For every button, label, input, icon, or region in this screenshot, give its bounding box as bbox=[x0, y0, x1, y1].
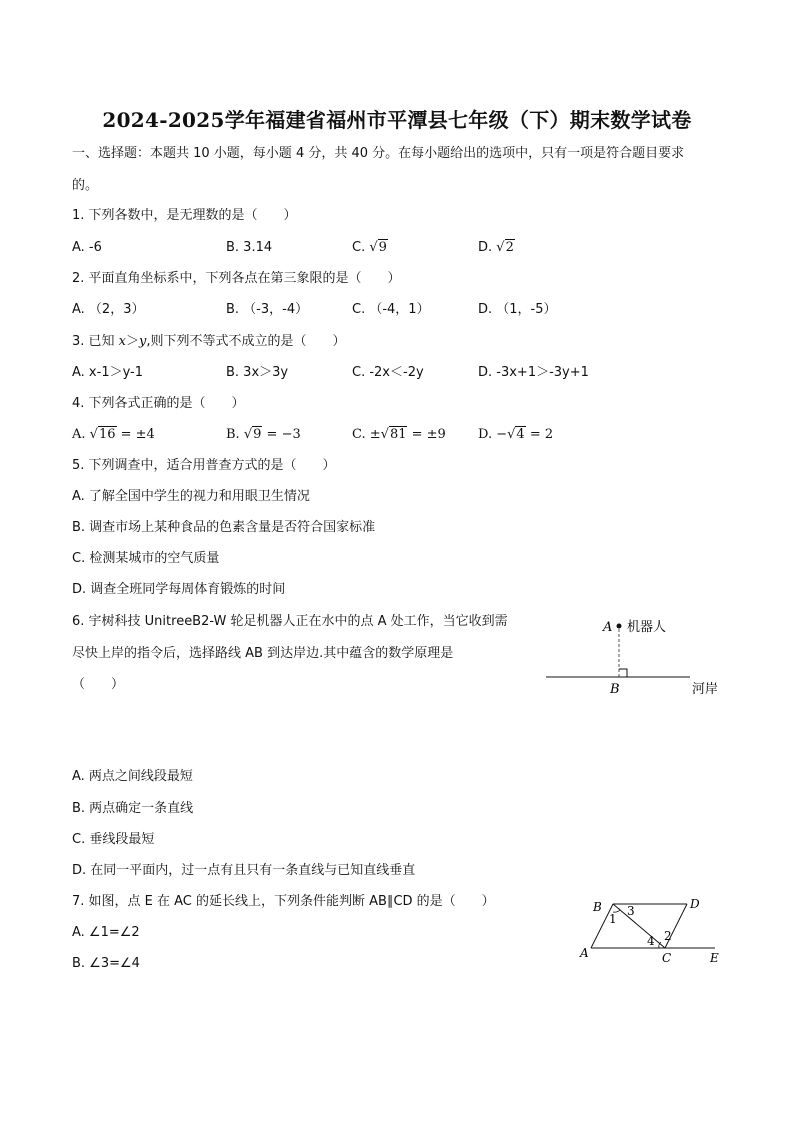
q1-option-a: A. -6 bbox=[72, 240, 102, 255]
label-robot: 机器人 bbox=[627, 620, 667, 635]
segment-bc bbox=[613, 904, 665, 948]
q6-figure bbox=[540, 610, 740, 700]
q5-option-a: A. 了解全国中学生的视力和用眼卫生情况 bbox=[72, 489, 310, 504]
q4-option-c: C. ±√81 = ±9 bbox=[352, 427, 446, 442]
label-b: B bbox=[593, 900, 602, 914]
sqrt-symbol: √9 bbox=[243, 427, 262, 442]
q5-option-d: D. 调查全班同学每周体育锻炼的时间 bbox=[72, 582, 286, 597]
q6-option-b: B. 两点确定一条直线 bbox=[72, 801, 194, 816]
sqrt-symbol: √16 bbox=[89, 427, 116, 442]
section-header-line2: 的。 bbox=[72, 178, 99, 193]
label-river: 河岸 bbox=[692, 682, 719, 697]
q6-stem-line1: 6. 宇树科技 UnitreeB2-W 轮足机器人正在水中的点 A 处工作，当它收到需 bbox=[72, 614, 508, 629]
q6-option-a: A. 两点之间线段最短 bbox=[72, 769, 193, 784]
angle-label-2: 2 bbox=[664, 929, 672, 943]
angle-label-3: 3 bbox=[627, 904, 635, 918]
q6-option-c: C. 垂线段最短 bbox=[72, 832, 155, 847]
sqrt-symbol: √4 bbox=[507, 427, 525, 442]
q3-option-c: C. -2x＜-2y bbox=[352, 365, 424, 380]
section-header-line1: 一、选择题：本题共 10 小题，每小题 4 分，共 40 分。在每小题给出的选项中，只有一项是符合题目要求 bbox=[72, 146, 685, 161]
q4-stem: 4. 下列各式正确的是（ ） bbox=[72, 396, 245, 411]
q3-option-d: D. -3x+1＞-3y+1 bbox=[478, 365, 589, 380]
q6-stem-line3: （ ） bbox=[72, 677, 125, 692]
label-a: A bbox=[603, 620, 613, 635]
label-c: C bbox=[662, 951, 672, 965]
right-angle-mark bbox=[619, 669, 627, 677]
q2-option-b: B. （-3，-4） bbox=[226, 302, 309, 317]
q7-option-b: B. ∠3=∠4 bbox=[72, 956, 140, 971]
q7-stem: 7. 如图，点 E 在 AC 的延长线上，下列条件能判断 AB∥CD 的是（ ） bbox=[72, 894, 495, 909]
q4-option-b: B. √9 = −3 bbox=[226, 427, 301, 442]
q2-option-a: A. （2，3） bbox=[72, 302, 145, 317]
q5-stem: 5. 下列调查中，适合用普查方式的是（ ） bbox=[72, 458, 336, 473]
point-a-dot bbox=[617, 624, 622, 629]
angle-label-1: 1 bbox=[609, 912, 617, 926]
q5-option-b: B. 调查市场上某种食品的色素含量是否符合国家标准 bbox=[72, 520, 376, 535]
sqrt-symbol: √9 bbox=[369, 240, 387, 255]
q6-option-d: D. 在同一平面内，过一点有且只有一条直线与已知直线垂直 bbox=[72, 863, 416, 878]
page-title: 2024-2025学年福建省福州市平潭县七年级（下）期末数学试卷 bbox=[102, 108, 692, 132]
q1-option-b: B. 3.14 bbox=[226, 240, 273, 255]
q1-stem: 1. 下列各数中，是无理数的是（ ） bbox=[72, 208, 297, 223]
sqrt-symbol: √2 bbox=[496, 240, 514, 255]
q7-figure bbox=[575, 888, 755, 968]
q4-option-a: A. √16 = ±4 bbox=[72, 427, 155, 442]
q2-option-c: C. （-4，1） bbox=[352, 302, 430, 317]
q2-option-d: D. （1，-5） bbox=[478, 302, 557, 317]
q3-option-a: A. x-1＞y-1 bbox=[72, 365, 144, 380]
q3-option-b: B. 3x＞3y bbox=[226, 365, 289, 380]
q4-option-d: D. −√4 = 2 bbox=[478, 427, 554, 442]
q1-option-d: D. √2 bbox=[478, 240, 514, 255]
label-e: E bbox=[710, 951, 719, 965]
label-b: B bbox=[610, 682, 620, 697]
q2-stem: 2. 平面直角坐标系中，下列各点在第三象限的是（ ） bbox=[72, 271, 401, 286]
angle-label-4: 4 bbox=[647, 934, 655, 948]
q3-stem: 3. 已知 x＞y,则下列不等式不成立的是（ ） bbox=[72, 334, 346, 349]
label-d: D bbox=[690, 897, 700, 911]
q5-option-c: C. 检测某城市的空气质量 bbox=[72, 551, 220, 566]
q1-option-c: C. √9 bbox=[352, 240, 387, 255]
sqrt-symbol: √81 bbox=[380, 427, 407, 442]
q7-option-a: A. ∠1=∠2 bbox=[72, 925, 140, 940]
label-a: A bbox=[580, 946, 589, 960]
q6-stem-line2: 尽快上岸的指令后，选择路线 AB 到达岸边.其中蕴含的数学原理是 bbox=[72, 646, 454, 661]
